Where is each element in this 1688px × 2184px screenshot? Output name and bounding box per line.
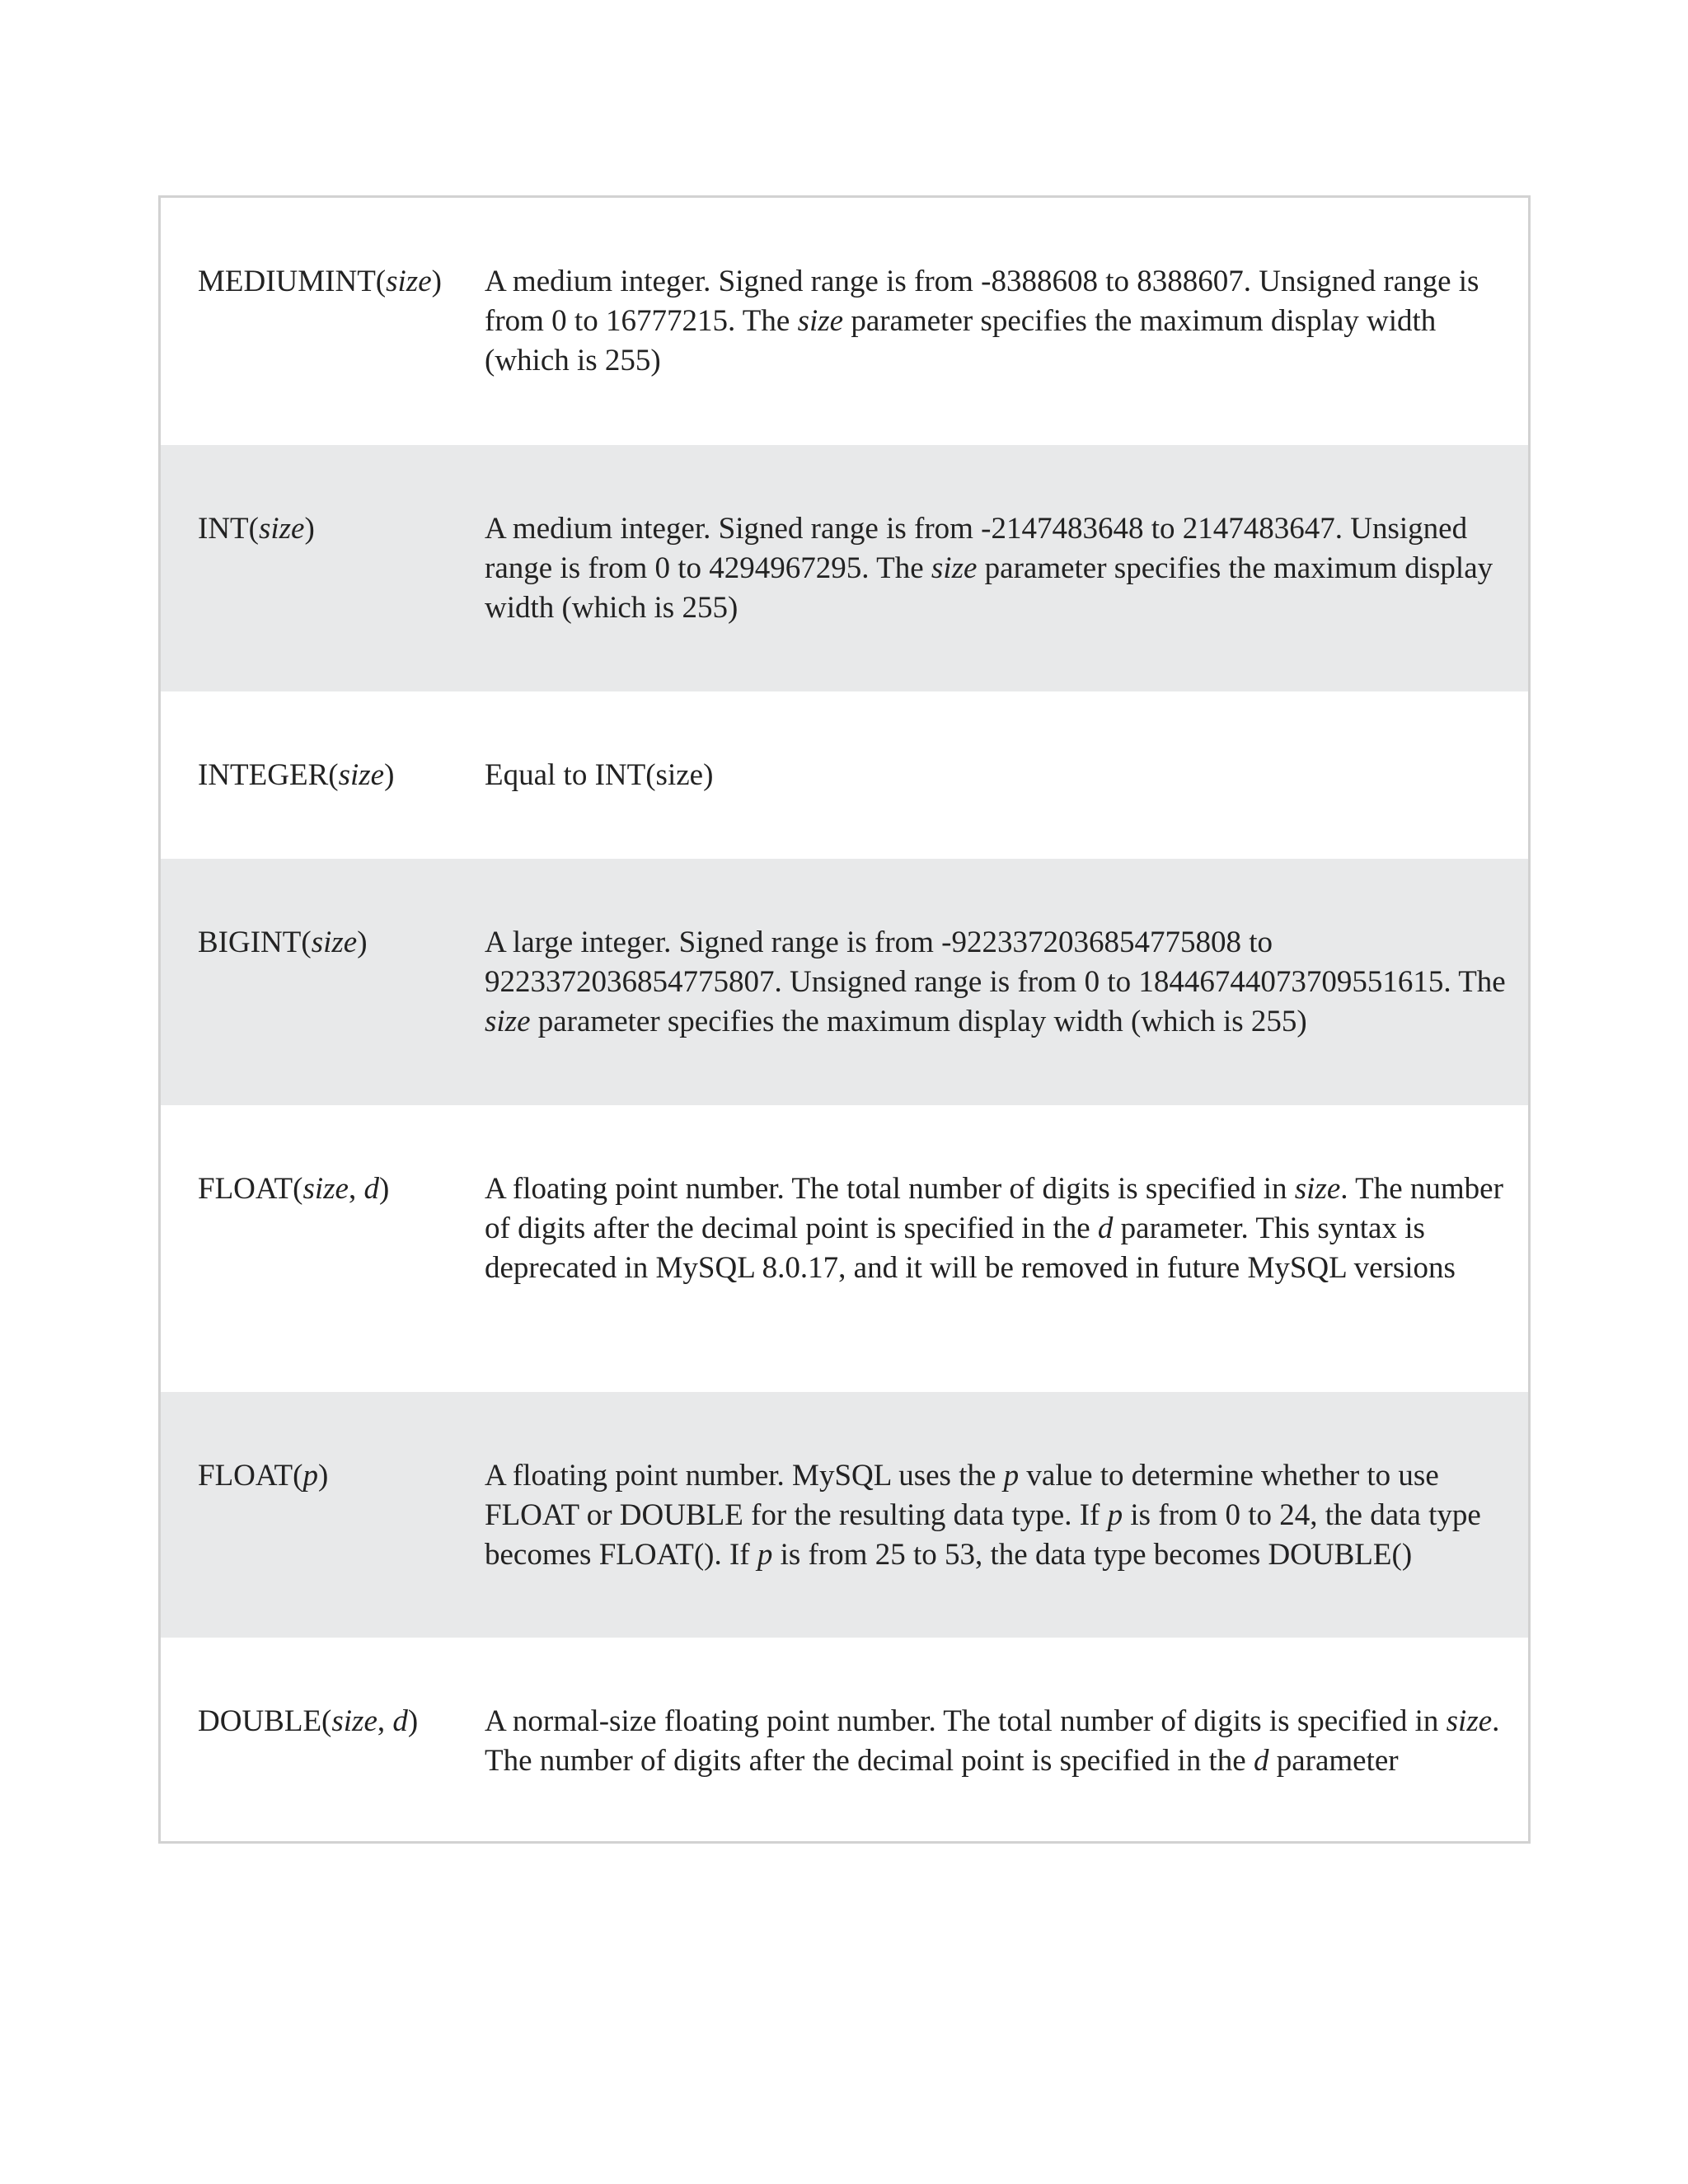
type-description: A medium integer. Signed range is from -8388608 to 8388607. Unsigned range is from 0 to 16777215. The size parameter specifies the maximum display width (which is 255) [485,265,1479,377]
type-description: A floating point number. MySQL uses the p value to determine whether to use FLOAT or DOUBLE for the resulting data type. If p is from 0 to 24, the data type becomes FLOAT(). If p is from 25 to 53, the data type becomes DOUBLE() [485,1459,1481,1572]
italic-term: size [331,1704,377,1738]
italic-term: size [485,1005,531,1038]
type-name: MEDIUMINT(size) [198,265,442,298]
type-name: INT(size) [198,512,315,546]
type-description: Equal to INT(size) [485,758,714,792]
type-name: INTEGER(size) [198,758,395,792]
type-description: A medium integer. Signed range is from -2147483648 to 2147483647. Unsigned range is from 0 to 4294967295. The size parameter specifies the maximum display width (which is 255) [485,512,1493,625]
italic-term: size [258,512,305,546]
type-description: A floating point number. The total number of digits is specified in size. The number of digits after the decimal point is specified in the d parameter. This syntax is deprecated in MySQL 8.0.17, and it will be removed in future MySQL versions [485,1172,1503,1285]
table-row [161,691,1528,859]
type-name: DOUBLE(size, d) [198,1704,419,1738]
italic-term: size [1294,1172,1341,1206]
type-description: A normal-size floating point number. The total number of digits is specified in size. The number of digits after the decimal point is specified in the d parameter [485,1704,1500,1778]
italic-term: size [386,265,432,298]
italic-term: d [392,1704,408,1738]
italic-term: d [363,1172,379,1206]
italic-term: size [311,926,358,959]
italic-term: size [302,1172,349,1206]
table-row [161,198,1528,445]
data-type-table [158,195,1531,1844]
table-row [161,1638,1528,1841]
italic-term: p [757,1538,773,1572]
italic-term: p [1003,1459,1020,1493]
italic-term: size [797,304,844,338]
table-row [161,445,1528,691]
italic-term: p [1107,1498,1123,1532]
table-row [161,1105,1528,1392]
italic-term: size [931,551,978,585]
table-row [161,859,1528,1105]
italic-term: p [302,1459,318,1493]
italic-term: size [1446,1704,1493,1738]
type-name: BIGINT(size) [198,926,368,959]
italic-term: size [338,758,385,792]
italic-term: d [1253,1744,1269,1778]
type-name: FLOAT(p) [198,1459,329,1493]
italic-term: d [1097,1212,1114,1245]
type-description: A large integer. Signed range is from -9223372036854775808 to 9223372036854775807. Unsigned range is from 0 to 18446744073709551615. The size parameter specifies the maximum display width (which is 255) [485,926,1506,1038]
table-row [161,1392,1528,1638]
type-name: FLOAT(size, d) [198,1172,390,1206]
